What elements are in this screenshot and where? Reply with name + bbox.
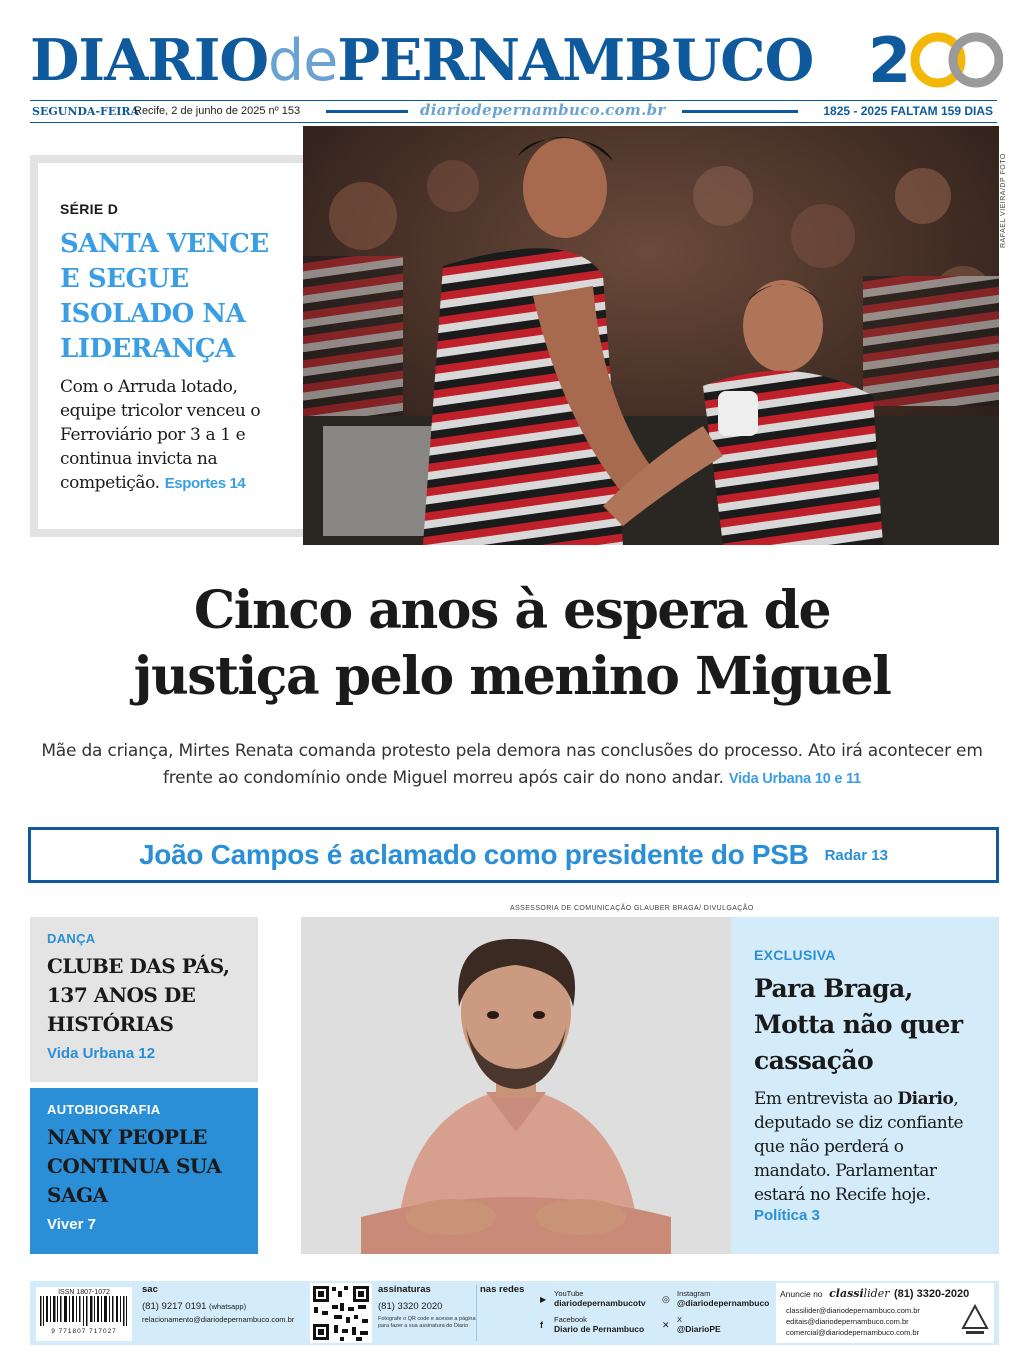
weekday: SEGUNDA-FEIRA — [32, 105, 140, 118]
football-celebration-photo[interactable] — [303, 126, 999, 545]
facebook-link[interactable] — [540, 1315, 660, 1334]
autobiografia-story-box[interactable] — [30, 1088, 258, 1254]
barcode-digits: 9 771807 717027 — [51, 1328, 117, 1335]
subscriptions-title: assinaturas — [378, 1284, 431, 1295]
x-handle: @DiarioPE — [677, 1324, 721, 1334]
main-headline-line-2: justiça pelo menino Miguel — [133, 646, 891, 707]
place-date-edition: Recife, 2 de junho de 2025 nº 153 — [134, 105, 301, 117]
sac-title: sac — [142, 1284, 158, 1295]
top-story-body: Com o Arruda lotado, equipe tricolor venceu o Ferroviário por 3 a 1 e continua invicta na competição. — [60, 377, 261, 493]
classifieds-box — [776, 1283, 994, 1343]
football-photo-illustration — [303, 126, 999, 545]
youtube-handle: diariodepernambucotv — [554, 1298, 646, 1308]
divider — [476, 1285, 477, 1341]
ads-emails — [786, 1305, 920, 1338]
sac-email[interactable]: relacionamento@diariodepernambuco.com.br — [142, 1315, 295, 1324]
photo-credit-vertical: RAFAEL VIEIRA/DP FOTO — [1000, 153, 1007, 248]
interview-story-box[interactable] — [731, 917, 999, 1254]
logo-word-diario: DIARIO — [30, 27, 269, 94]
social-title — [480, 1284, 524, 1295]
anniversary-200-logo — [868, 22, 1003, 97]
autobiografia-kicker: AUTOBIOGRAFIA — [47, 1102, 161, 1117]
main-story-subtitle — [40, 738, 984, 793]
interview-text-bold: Diario — [897, 1089, 954, 1109]
top-story-kicker: SÉRIE D — [60, 201, 119, 217]
danca-ref[interactable]: Vida Urbana 12 — [47, 1045, 156, 1062]
facebook-icon: f — [540, 1320, 543, 1330]
issn-number: ISSN 1807-1072 — [58, 1289, 110, 1296]
x-label: X — [677, 1315, 683, 1324]
top-story-headline[interactable]: SANTA VENCE E SEGUE ISOLADO NA LIDERANÇA — [60, 229, 269, 364]
facebook-handle: Diario de Pernambuco — [554, 1324, 645, 1334]
interview-ref[interactable]: Política 3 — [754, 1207, 820, 1224]
anniversary-countdown: 1825 - 2025 FALTAM 159 DIAS — [823, 104, 993, 118]
social-title-text: nas redes — [480, 1284, 525, 1295]
ads-email-editais[interactable]: editais@diariodepernambuco.com.br — [786, 1317, 909, 1326]
top-story-text — [60, 375, 290, 496]
interview-text — [754, 1087, 977, 1207]
sac-section — [142, 1284, 302, 1324]
banner-ref[interactable]: Radar 13 — [824, 847, 888, 864]
sac-phone[interactable]: (81) 9217 0191 — [142, 1301, 207, 1312]
instagram-link[interactable] — [662, 1289, 782, 1308]
ads-label: Anuncie no — [780, 1289, 823, 1299]
ads-phone[interactable]: (81) 3320-2020 — [894, 1288, 970, 1300]
sac-whatsapp: (whatsapp) — [208, 1302, 247, 1311]
x-icon: ✕ — [662, 1320, 670, 1330]
instagram-label: Instagram — [677, 1289, 711, 1298]
danca-story-box[interactable] — [30, 917, 258, 1082]
youtube-icon: ▶ — [540, 1295, 547, 1304]
instagram-handle: @diariodepernambuco — [677, 1298, 770, 1308]
portrait-illustration — [301, 917, 731, 1254]
subscriptions-note: Fotografe o QR code e acesse a página para fazer a sua assinatura do Diario — [378, 1316, 476, 1329]
barcode — [36, 1287, 132, 1341]
portrait-photo-credit: ASSESSORIA DE COMUNICAÇÃO GLAUBER BRAGA/ DIVULGAÇÃO — [510, 905, 754, 912]
logo-word-de: de — [268, 28, 338, 94]
classi-logo-a: classi — [829, 1287, 864, 1300]
qr-code-icon[interactable] — [310, 1283, 372, 1343]
divider — [326, 110, 408, 113]
autobiografia-ref[interactable]: Viver 7 — [47, 1216, 96, 1233]
top-story-ref[interactable]: Esportes 14 — [164, 475, 246, 492]
divider — [682, 110, 798, 113]
banner-headline: João Campos é aclamado como presidente do PSB — [139, 839, 809, 870]
footer-bar — [30, 1281, 999, 1345]
website-link[interactable]: diariodepernambuco.com.br — [420, 101, 666, 119]
svg-text:2: 2 — [868, 24, 912, 97]
subscriptions-section — [378, 1284, 478, 1330]
facebook-label: Facebook — [554, 1315, 587, 1324]
main-story-ref[interactable]: Vida Urbana 10 e 11 — [728, 771, 862, 787]
interview-text-b: , deputado se diz confiante que não perderá o mandato. Parlamentar estará no Recife hoje. — [754, 1089, 964, 1205]
autobiografia-headline[interactable]: NANY PEOPLE CONTINUA SUA SAGA — [47, 1125, 222, 1207]
instagram-icon: ◎ — [662, 1294, 670, 1304]
youtube-link[interactable] — [540, 1289, 660, 1308]
newspaper-logo[interactable] — [30, 26, 813, 96]
x-link[interactable] — [662, 1315, 782, 1334]
interview-kicker: EXCLUSIVA — [754, 947, 836, 963]
recycle-icon — [960, 1303, 990, 1337]
psb-banner[interactable] — [28, 827, 999, 883]
subscriptions-phone[interactable]: (81) 3320 2020 — [378, 1301, 443, 1312]
youtube-label: YouTube — [554, 1289, 584, 1298]
top-story-box[interactable] — [30, 155, 320, 537]
barcode-icon — [40, 1296, 128, 1326]
ads-email-comercial[interactable]: comercial@diariodepernambuco.com.br — [786, 1328, 920, 1337]
main-headline[interactable] — [0, 578, 1024, 710]
danca-headline[interactable]: CLUBE DAS PÁS, 137 ANOS DE HISTÓRIAS — [47, 954, 230, 1036]
main-headline-line-1: Cinco anos à espera de — [193, 580, 831, 641]
ads-email-classilider[interactable]: classilider@diariodepernambuco.com.br — [786, 1306, 920, 1315]
logo-word-pernambuco: PERNAMBUCO — [337, 27, 814, 94]
interview-headline[interactable]: Para Braga, Motta não quer cassação — [754, 974, 963, 1075]
dateline-bar — [30, 100, 997, 123]
danca-kicker: DANÇA — [47, 931, 96, 946]
deputy-portrait-photo[interactable] — [301, 917, 731, 1254]
masthead — [30, 22, 990, 100]
interview-text-a: Em entrevista ao — [754, 1089, 898, 1109]
main-story-sub-text: Mãe da criança, Mirtes Renata comanda protesto pela demora nas conclusões do processo. Ato irá acontecer em frente ao condomínio onde Miguel morreu após cair do nono andar. — [41, 741, 983, 788]
classi-logo-b: lider — [863, 1287, 890, 1300]
